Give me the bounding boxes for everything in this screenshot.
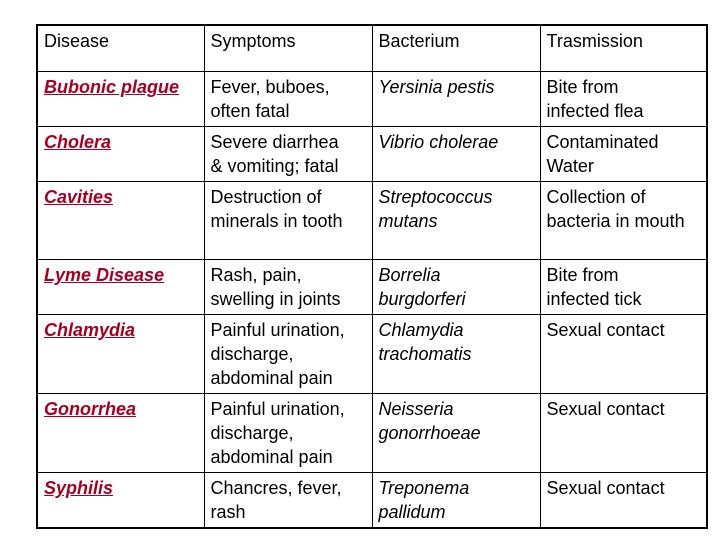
symptoms-cell: Fever, buboes, often fatal <box>204 72 372 127</box>
disease-link[interactable]: Syphilis <box>44 478 114 498</box>
table-row <box>37 182 707 260</box>
transmission-cell: Bite from infected flea <box>540 72 707 127</box>
symptoms-cell: Destruction of minerals in tooth <box>204 182 372 260</box>
disease-cell <box>37 394 204 473</box>
disease-cell <box>37 127 204 182</box>
bacterium-cell: Streptococcus mutans <box>372 182 540 260</box>
symptoms-cell: Painful urination, discharge, abdominal pain <box>204 394 372 473</box>
table-row <box>37 127 707 182</box>
symptoms-cell: Chancres, fever, rash <box>204 473 372 529</box>
transmission-cell: Bite from infected tick <box>540 260 707 315</box>
disease-link[interactable]: Bubonic plague <box>44 77 179 97</box>
bacterium-cell: Chlamydia trachomatis <box>372 315 540 394</box>
bacterium-cell: Borrelia burgdorferi <box>372 260 540 315</box>
disease-cell <box>37 72 204 127</box>
header-bacterium: Bacterium <box>372 25 540 72</box>
disease-link[interactable]: Cavities <box>44 187 114 207</box>
disease-link[interactable]: Gonorrhea <box>44 399 137 419</box>
bacterium-cell: Treponema pallidum <box>372 473 540 529</box>
bacterium-cell: Yersinia pestis <box>372 72 540 127</box>
table-row <box>37 473 707 529</box>
table-row <box>37 260 707 315</box>
symptoms-cell: Rash, pain, swelling in joints <box>204 260 372 315</box>
table-row <box>37 72 707 127</box>
header-disease: Disease <box>37 25 204 72</box>
table-row <box>37 315 707 394</box>
header-symptoms: Symptoms <box>204 25 372 72</box>
transmission-cell: Contaminated Water <box>540 127 707 182</box>
transmission-cell: Collection of bacteria in mouth <box>540 182 707 260</box>
transmission-cell: Sexual contact <box>540 394 707 473</box>
bacterium-cell: Vibrio cholerae <box>372 127 540 182</box>
transmission-cell: Sexual contact <box>540 473 707 529</box>
disease-cell <box>37 473 204 529</box>
table-header-row <box>37 25 707 72</box>
disease-cell <box>37 260 204 315</box>
disease-cell <box>37 315 204 394</box>
transmission-cell: Sexual contact <box>540 315 707 394</box>
table-row <box>37 394 707 473</box>
disease-table <box>36 24 708 529</box>
disease-link[interactable]: Lyme Disease <box>44 265 165 285</box>
symptoms-cell: Severe diarrhea & vomiting; fatal <box>204 127 372 182</box>
disease-link[interactable]: Cholera <box>44 132 112 152</box>
header-transmission: Trasmission <box>540 25 707 72</box>
bacterium-cell: Neisseria gonorrhoeae <box>372 394 540 473</box>
disease-cell <box>37 182 204 260</box>
symptoms-cell: Painful urination, discharge, abdominal pain <box>204 315 372 394</box>
disease-link[interactable]: Chlamydia <box>44 320 136 340</box>
